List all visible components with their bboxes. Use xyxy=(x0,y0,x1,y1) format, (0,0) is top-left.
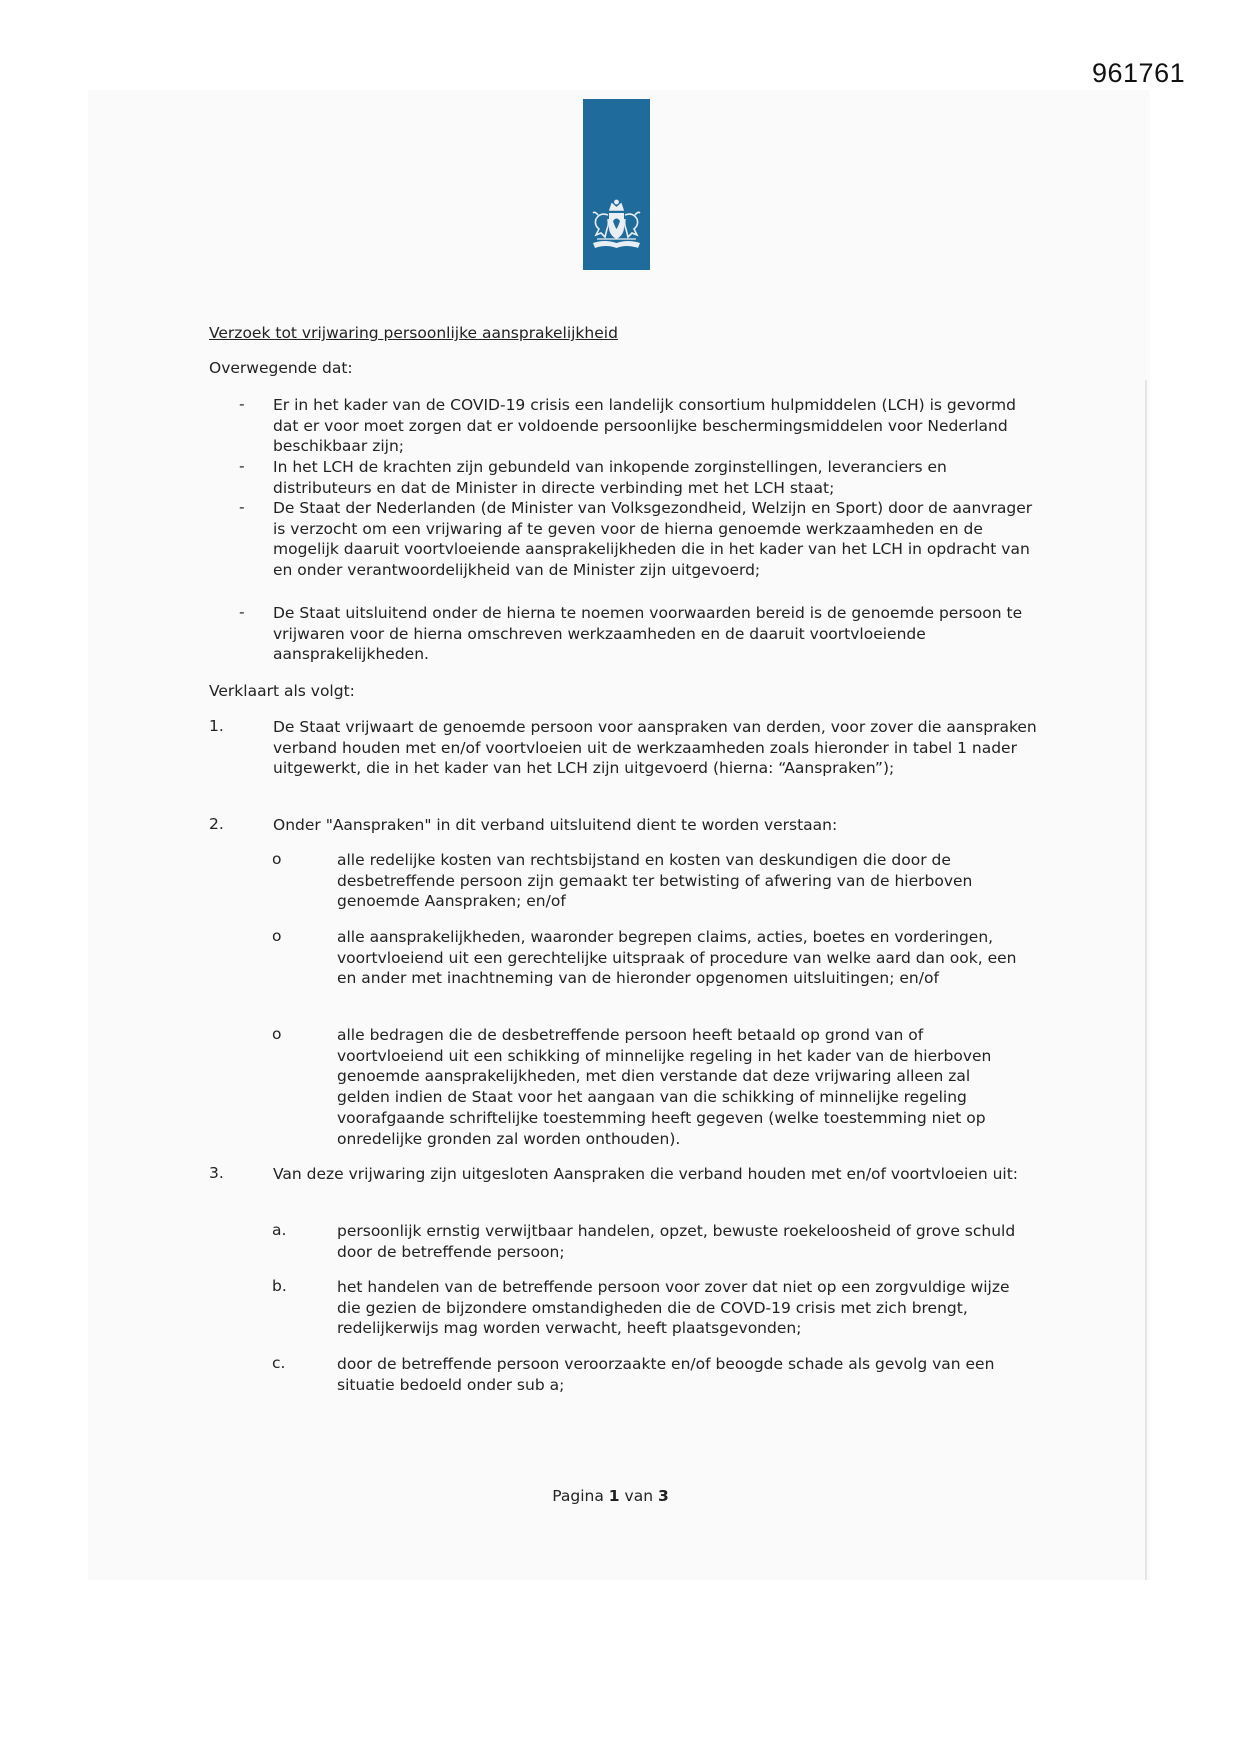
sub-marker: c. xyxy=(272,1354,286,1372)
document-title: Verzoek tot vrijwaring persoonlijke aansprakelijkheid xyxy=(209,324,618,342)
item-2-sub-1: alle redelijke kosten van rechtsbijstand en kosten van deskundigen die door de desbetreffende persoon zijn gemaakt ter betwisting of afwering van de hierboven genoemde Aanspraken; en/of xyxy=(337,851,973,911)
item-3-sub-c: door de betreffende persoon veroorzaakte en/of beoogde schade als gevolg van een situatie bedoeld onder sub a; xyxy=(337,1355,995,1394)
sub-marker: o xyxy=(272,1025,282,1043)
page-edge xyxy=(1145,380,1147,1580)
item-2-sub-3: alle bedragen die de desbetreffende persoon heeft betaald op grond van of voortvloeiend uit een schikking of minnelijke regeling in het kader van de hierboven genoemde aansprakelijkheden, met dien verstande dat deze vrijwaring alleen zal gelden indien de Staat voor het aangaan van die schikking of minnelijke regeling voorafgaande schriftelijke toestemming heeft gegeven (welke toestemming niet op onredelijke gronden zal worden onthouden). xyxy=(337,1026,992,1148)
consideration-3: De Staat der Nederlanden (de Minister van Volksgezondheid, Welzijn en Sport) door de aanvrager is verzocht om een vrijwaring af te geven voor de hierna genoemde werkzaamheden en de mogelijk daaruit voortvloeiende aansprakelijkheden die in het kader van het LCH in opdracht van en onder verantwoordelijkheid van de Minister zijn uitgevoerd; xyxy=(273,499,1033,580)
bullet-dash: - xyxy=(239,498,245,516)
current-page: 1 xyxy=(608,1487,620,1505)
sub-marker: o xyxy=(272,850,282,868)
of-label: van xyxy=(624,1487,654,1505)
sub-marker: o xyxy=(272,927,282,945)
item-number: 2. xyxy=(209,815,224,833)
consideration-2: In het LCH de krachten zijn gebundeld van inkopende zorginstellingen, leveranciers en distributeurs en dat de Minister in directe verbinding met het LCH staat; xyxy=(273,458,947,497)
document-number: 961761 xyxy=(1092,58,1186,88)
total-pages: 3 xyxy=(657,1487,669,1505)
item-3-sub-b: het handelen van de betreffende persoon voor zover dat niet op een zorgvuldige wijze die gezien de bijzondere omstandigheden die de COVD-19 crisis met zich brengt, redelijkerwijs mag worden verwacht, heeft plaatsgevonden; xyxy=(337,1278,1010,1338)
item-3-text: Van deze vrijwaring zijn uitgesloten Aanspraken die verband houden met en/of voortvloeien uit: xyxy=(273,1165,1019,1183)
item-2-text: Onder "Aanspraken" in dit verband uitsluitend dient te worden verstaan: xyxy=(273,816,838,834)
bullet-dash: - xyxy=(239,457,245,475)
government-logo xyxy=(583,99,650,270)
considering-label: Overwegende dat: xyxy=(209,359,353,377)
item-number: 3. xyxy=(209,1164,224,1182)
bullet-dash: - xyxy=(239,395,245,413)
item-2-sub-2: alle aansprakelijkheden, waaronder begrepen claims, acties, boetes en vorderingen, voortvloeiend uit een gerechtelijke uitspraak of procedure van welke aard dan ook, een en ander met inachtneming van de hieronder opgenomen uitsluitingen; en/of xyxy=(337,928,1017,988)
page-footer xyxy=(0,1487,1221,1505)
declares-label: Verklaart als volgt: xyxy=(209,682,355,700)
item-3-sub-a: persoonlijk ernstig verwijtbaar handelen, opzet, bewuste roekeloosheid of grove schuld door de betreffende persoon; xyxy=(337,1222,1016,1261)
sub-marker: b. xyxy=(272,1277,287,1295)
item-number: 1. xyxy=(209,717,224,735)
consideration-1: Er in het kader van de COVID-19 crisis een landelijk consortium hulpmiddelen (LCH) is gevormd dat er voor moet zorgen dat er voldoende persoonlijke beschermingsmiddelen voor Nederland beschikbaar zijn; xyxy=(273,396,1016,456)
item-1-text: De Staat vrijwaart de genoemde persoon voor aanspraken van derden, voor zover die aanspraken verband houden met en/of voortvloeien uit de werkzaamheden zoals hieronder in tabel 1 nader uitgewerkt, die in het kader van het LCH zijn uitgevoerd (hierna: “Aanspraken”); xyxy=(273,718,1037,778)
page-label: Pagina xyxy=(552,1487,604,1505)
bullet-dash: - xyxy=(239,603,245,621)
coat-of-arms-icon xyxy=(587,199,646,253)
consideration-4: De Staat uitsluitend onder de hierna te noemen voorwaarden bereid is de genoemde persoon te vrijwaren voor de hierna omschreven werkzaamheden en de daaruit voortvloeiende aansprakelijkheden. xyxy=(273,604,1023,664)
sub-marker: a. xyxy=(272,1221,287,1239)
